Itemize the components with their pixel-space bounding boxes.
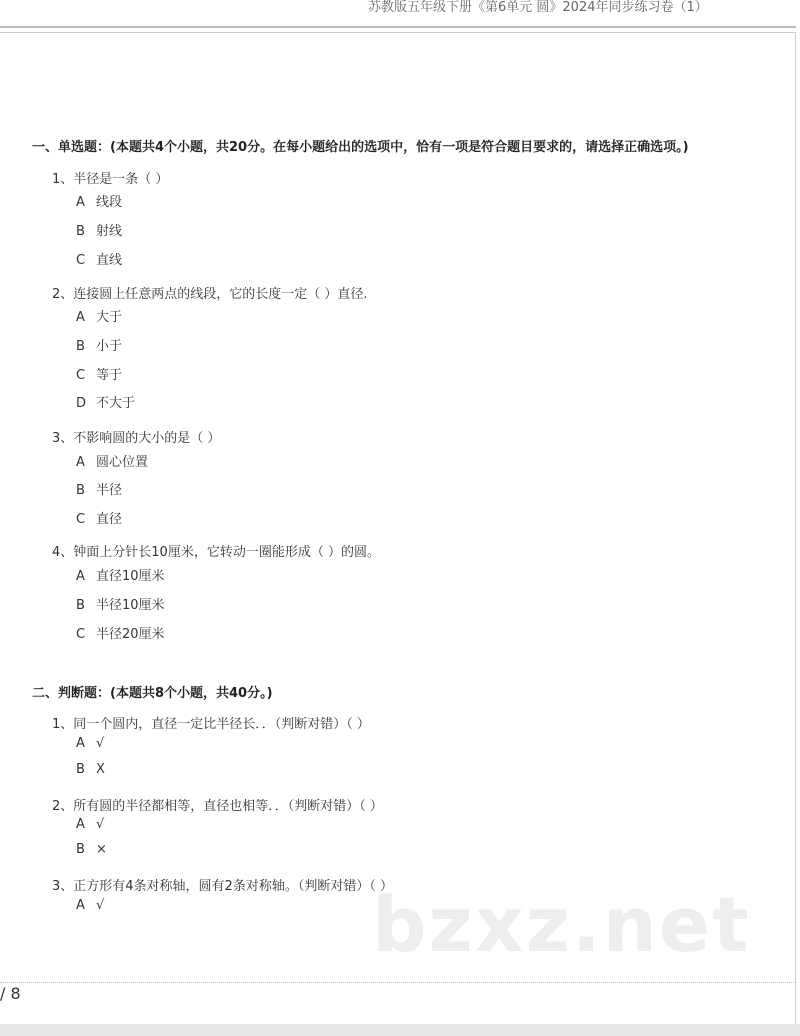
option-text: 射线 xyxy=(96,224,123,239)
question-text: 2、连接圆上任意两点的线段，它的长度一定（ ）直径. xyxy=(52,287,368,302)
option-letter: C xyxy=(76,627,86,642)
watermark: bzxz.net xyxy=(372,880,751,969)
option-text: X xyxy=(96,762,105,777)
viewer-bottom-bar xyxy=(0,1024,800,1036)
answer-option[interactable] xyxy=(76,762,105,777)
page-top-border xyxy=(0,32,796,33)
option-letter: A xyxy=(76,455,85,470)
option-text: 等于 xyxy=(96,368,123,383)
option-text: 半径 xyxy=(96,483,123,498)
option-letter: C xyxy=(76,368,86,383)
option-letter: C xyxy=(76,512,86,527)
question-text: 2、所有圆的半径都相等，直径也相等．．（判断对错）（ ） xyxy=(52,799,383,814)
question-text: 3、正方形有4条对称轴，圆有2条对称轴。（判断对错）（ ） xyxy=(52,879,393,894)
answer-option[interactable] xyxy=(76,191,122,210)
question-text: 1、同一个圆内，直径一定比半径长．．（判断对错）（ ） xyxy=(52,717,370,732)
question-text: 1、半径是一条（ ） xyxy=(52,172,169,187)
answer-option[interactable] xyxy=(76,392,135,411)
answer-option[interactable] xyxy=(76,249,122,268)
section-title: 二、判断题：(本题共8个小题，共40分。) xyxy=(32,686,273,701)
option-text: 大于 xyxy=(96,310,123,325)
option-letter: B xyxy=(76,483,85,498)
answer-option[interactable] xyxy=(76,479,122,498)
option-letter: B xyxy=(76,842,85,857)
question-text: 3、不影响圆的大小的是（ ） xyxy=(52,431,221,446)
option-letter: B xyxy=(76,598,85,613)
option-letter: A xyxy=(76,736,85,751)
option-text: √ xyxy=(96,817,105,832)
answer-option[interactable] xyxy=(76,898,104,913)
answer-option[interactable] xyxy=(76,623,165,642)
option-text: 直径10厘米 xyxy=(96,569,165,584)
page-right-border xyxy=(795,32,796,1024)
option-text: 直径 xyxy=(96,512,123,527)
option-letter: C xyxy=(76,253,86,268)
option-letter: A xyxy=(76,817,85,832)
option-letter: A xyxy=(76,898,85,913)
question-text: 4、钟面上分针长10厘米，它转动一圈能形成（ ）的圆。 xyxy=(52,545,380,560)
answer-option[interactable] xyxy=(76,842,107,857)
answer-option[interactable] xyxy=(76,508,122,527)
option-text: 直线 xyxy=(96,253,123,268)
page-number: / 8 xyxy=(0,984,21,1003)
answer-option[interactable] xyxy=(76,306,122,325)
answer-option[interactable] xyxy=(76,220,122,239)
answer-option[interactable] xyxy=(76,451,148,470)
answer-option[interactable] xyxy=(76,594,165,613)
answer-option[interactable] xyxy=(76,364,122,383)
answer-option[interactable] xyxy=(76,817,104,832)
option-text: 小于 xyxy=(96,339,123,354)
answer-option[interactable] xyxy=(76,335,122,354)
option-letter: D xyxy=(76,396,87,411)
option-text: × xyxy=(96,842,107,857)
option-text: 圆心位置 xyxy=(96,455,149,470)
document-title: 苏教版五年级下册《第6单元 圆》2024年同步练习卷（1） xyxy=(368,0,708,15)
option-text: 线段 xyxy=(96,195,123,210)
option-text: √ xyxy=(96,898,105,913)
option-letter: B xyxy=(76,224,85,239)
option-letter: A xyxy=(76,195,85,210)
answer-option[interactable] xyxy=(76,736,104,751)
option-text: 半径20厘米 xyxy=(96,627,165,642)
option-text: 半径10厘米 xyxy=(96,598,165,613)
option-letter: B xyxy=(76,339,85,354)
option-text: 不大于 xyxy=(96,396,136,411)
answer-option[interactable] xyxy=(76,565,165,584)
option-letter: A xyxy=(76,569,85,584)
option-letter: A xyxy=(76,310,85,325)
option-text: √ xyxy=(96,736,105,751)
header-divider xyxy=(0,26,796,28)
option-letter: B xyxy=(76,762,85,777)
page-break-divider xyxy=(0,982,796,983)
section-title: 一、单选题：(本题共4个小题，共20分。在每小题给出的选项中，恰有一项是符合题目要求的，请选择正确选项。) xyxy=(32,140,689,155)
